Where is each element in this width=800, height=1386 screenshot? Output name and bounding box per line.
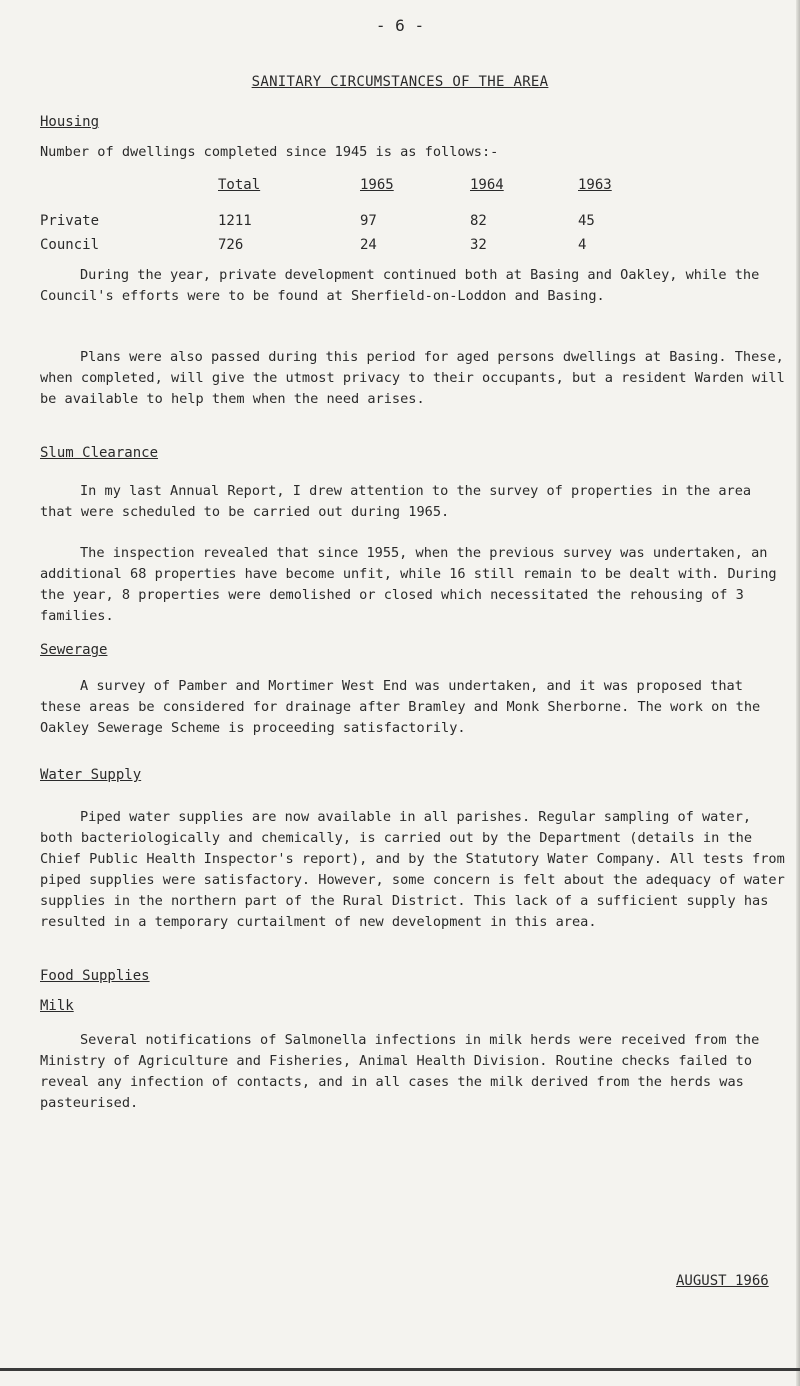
heading-sewerage: Sewerage (40, 642, 108, 658)
table-cell: 726 (218, 237, 244, 253)
table-header-cell: Total (218, 177, 261, 193)
heading-housing: Housing (40, 114, 100, 130)
table-cell: 24 (360, 237, 377, 253)
table-header-cell: 1965 (360, 177, 394, 193)
housing-paragraph-1: During the year, private development continued both at Basing and Oakley, while the Council's efforts were to be found at Sherfield-on-Loddon and Basing. (40, 267, 768, 304)
table-header-row (40, 177, 638, 201)
housing-intro: Number of dwellings completed since 1945 is as follows:- (40, 144, 499, 160)
table-row (40, 213, 638, 237)
heading-food-supplies: Food Supplies (40, 968, 150, 984)
housing-paragraph-2: Plans were also passed during this period for aged persons dwellings at Basing. These, when completed, will give the utmost privacy to their occupants, but a resident Warden will be available to help them when the need arises. (40, 349, 793, 407)
bottom-rule (0, 1368, 800, 1371)
water-paragraph: Piped water supplies are now available in all parishes. Regular sampling of water, both bacteriologically and chemically, is carried out by the Department (details in the Chief Public Health Inspector's report), and by the Statutory Water Company. All tests from piped supplies were satisfactory. However, some concern is felt about the adequacy of water supplies in the northern part of the Rural District. This lack of a sufficient supply has resulted in a temporary curtailment of new development in this area. (40, 809, 793, 930)
report-date: AUGUST 1966 (676, 1273, 769, 1289)
page-number: - 6 - (375, 16, 425, 35)
table-header-cell: 1964 (470, 177, 504, 193)
table-cell: 82 (470, 213, 487, 229)
table-cell: 45 (578, 213, 595, 229)
table-cell: 97 (360, 213, 377, 229)
table-cell: Private (40, 213, 100, 229)
table-cell: Council (40, 237, 100, 253)
table-header-cell (40, 177, 218, 201)
table-cell: 32 (470, 237, 487, 253)
section-title: SANITARY CIRCUMSTANCES OF THE AREA (251, 74, 549, 90)
table-row (40, 237, 638, 261)
sewerage-paragraph: A survey of Pamber and Mortimer West End was undertaken, and it was proposed that these areas be considered for drainage after Bramley and Monk Sherborne. The work on the Oakley Sewerage Scheme is proceeding satisfactorily. (40, 678, 769, 736)
slum-paragraph-2: The inspection revealed that since 1955, when the previous survey was undertaken, an additional 68 properties have become unfit, while 16 still remain to be dealt with. During the year, 8 properties were demolished or closed which necessitated the rehousing of 3 families. (40, 545, 785, 624)
heading-water-supply: Water Supply (40, 767, 142, 783)
table-header-cell: 1963 (578, 177, 612, 193)
slum-paragraph-1: In my last Annual Report, I drew attention to the survey of properties in the area that were scheduled to be carried out during 1965. (40, 483, 760, 520)
heading-slum-clearance: Slum Clearance (40, 445, 159, 461)
table-cell: 1211 (218, 213, 252, 229)
page-edge-shadow (796, 0, 800, 1386)
table-cell: 4 (578, 237, 587, 253)
dwellings-table (40, 177, 638, 261)
milk-paragraph: Several notifications of Salmonella infections in milk herds were received from the Ministry of Agriculture and Fisheries, Animal Health Division. Routine checks failed to reveal any infection of contacts, and in all cases the milk derived from the herds was pasteurised. (40, 1032, 768, 1111)
heading-milk: Milk (40, 998, 74, 1014)
